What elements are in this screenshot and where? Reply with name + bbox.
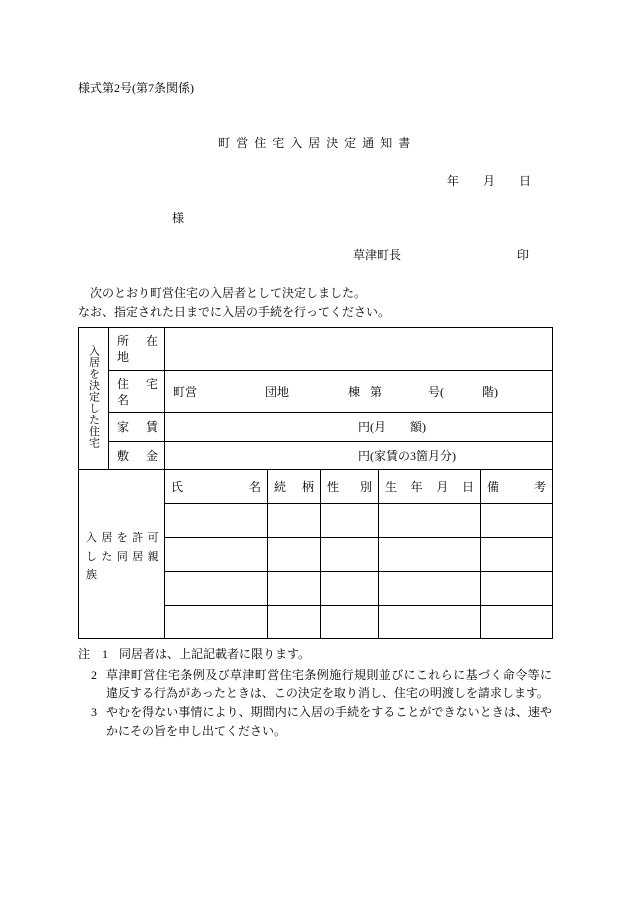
note-1-number: 1	[102, 647, 108, 661]
note-3-text-line-2: かにその旨を申し出てください。	[106, 724, 287, 738]
housing-name-row	[79, 371, 553, 413]
family-cell-sex	[321, 538, 379, 572]
note-2-number: 2	[91, 668, 97, 682]
form-number: 様式第2号(第7条関係)	[78, 81, 194, 95]
housing-name-building: 棟	[348, 384, 361, 399]
family-cell-remarks	[481, 606, 553, 639]
notice-table	[78, 327, 553, 639]
family-cell-name	[165, 504, 268, 538]
housing-section-label: 入居を決定した住宅	[87, 344, 100, 449]
housing-section-label-cell	[79, 328, 109, 470]
family-cell-birthdate	[379, 606, 481, 639]
housing-name-number-suffix: 号(	[428, 384, 444, 399]
header-name: 氏 名	[165, 470, 268, 504]
location-label: 所 在 地	[109, 328, 165, 371]
family-cell-remarks	[481, 572, 553, 606]
housing-name-parts	[165, 384, 552, 400]
deposit-value: 円(家賃の3箇月分)	[165, 442, 553, 470]
family-header-row	[79, 470, 553, 504]
housing-name-complex: 団地	[265, 384, 290, 399]
housing-name-value-cell	[165, 371, 553, 413]
location-row	[79, 328, 553, 371]
family-section-label-cell	[79, 470, 165, 639]
housing-name-label: 住 宅 名	[109, 371, 165, 413]
note-1-text: 同居者は、上記記載者に限ります。	[119, 647, 311, 661]
rent-row	[79, 413, 553, 442]
addressee-suffix: 様	[172, 211, 185, 225]
family-section-label: 入居を許可した同居親族	[86, 532, 163, 582]
issuer-name: 草津町長	[353, 248, 402, 262]
deposit-label: 敷 金	[109, 442, 165, 470]
note-3-number: 3	[91, 705, 97, 719]
rent-value: 円(月 額)	[165, 413, 553, 442]
deposit-row	[79, 442, 553, 470]
family-cell-name	[165, 538, 268, 572]
family-cell-relationship	[268, 572, 321, 606]
body-text-line-1: 次のとおり町営住宅の入居者として決定しました。	[90, 286, 367, 300]
family-cell-relationship	[268, 606, 321, 639]
family-cell-birthdate	[379, 538, 481, 572]
issuer-seal-mark: 印	[517, 248, 530, 262]
header-birthdate: 生 年 月 日	[379, 470, 481, 504]
family-cell-remarks	[481, 538, 553, 572]
family-cell-relationship	[268, 504, 321, 538]
document-title: 町 営 住 宅 入 居 決 定 通 知 書	[218, 136, 412, 150]
family-cell-relationship	[268, 538, 321, 572]
body-text-line-2: なお、指定された日までに入居の手続を行ってください。	[78, 305, 391, 319]
rent-label: 家 賃	[109, 413, 165, 442]
housing-name-town: 町営	[173, 384, 198, 399]
location-value-cell	[165, 328, 553, 371]
family-cell-sex	[321, 572, 379, 606]
family-cell-sex	[321, 504, 379, 538]
family-cell-remarks	[481, 504, 553, 538]
header-remarks: 備 考	[481, 470, 553, 504]
notes-label: 注	[78, 647, 91, 661]
housing-name-number-prefix: 第	[370, 384, 383, 399]
date-line: 年 月 日	[447, 174, 532, 188]
note-2-text-line-2: 違反する行為があったときは、この決定を取り消し、住宅の明渡しを請求します。	[106, 686, 549, 700]
note-3-text-line-1: やむを得ない事情により、期間内に入居の手続をすることができないときは、速や	[106, 705, 552, 719]
header-sex: 性 別	[321, 470, 379, 504]
family-cell-name	[165, 606, 268, 639]
note-2-text-line-1: 草津町営住宅条例及び草津町営住宅条例施行規則並びにこれらに基づく命令等に	[106, 668, 552, 682]
family-cell-birthdate	[379, 572, 481, 606]
family-cell-birthdate	[379, 504, 481, 538]
family-cell-sex	[321, 606, 379, 639]
family-cell-name	[165, 572, 268, 606]
housing-name-floor: 階)	[482, 384, 498, 399]
header-relationship: 続 柄	[268, 470, 321, 504]
